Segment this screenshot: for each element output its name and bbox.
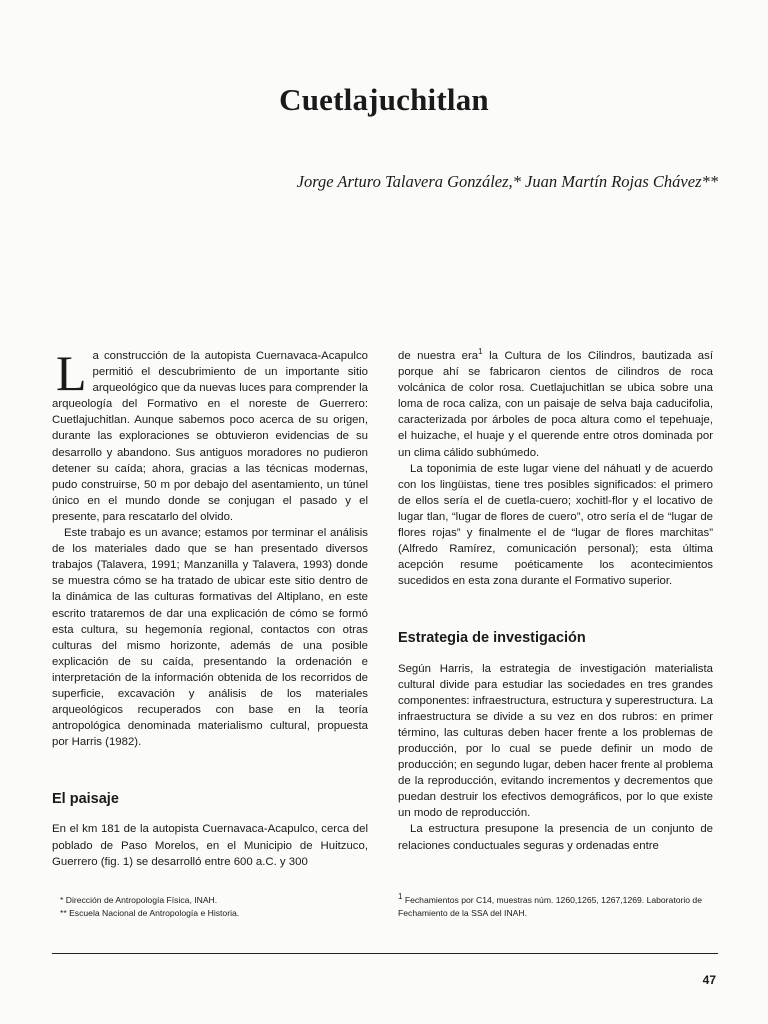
paragraph: La estructura presupone la presencia de un conjunto de relaciones conductuales seguras y ordenadas entre <box>398 823 713 852</box>
right-column <box>398 348 713 854</box>
article-authors: Jorge Arturo Talavera González,* Juan Martín Rojas Chávez** <box>296 172 718 191</box>
paragraph-text: a construcción de la autopista Cuernavaca-Acapulco permitió el descubrimiento de un importante sitio arqueológico que da nuevas luces para comprender la arqueología del Formativo en el noreste de Guerrero: Cuetlajuchitlan. Aunque sabemos poco acerca de su origen, durante las exploraciones se obtuvieron evidencias de su desarrollo y abandono. Sus antiguos moradores no pudieron detener su caída; ahora, gracias a las técnicas modernas, pudo construirse, 50 m por debajo del asentamiento, un túnel único en el mundo donde se conjugan el pasado y el presente, para rescatarlo del olvido. <box>52 350 368 523</box>
paragraph <box>52 345 368 525</box>
article-title: Cuetlajuchitlan <box>279 82 489 117</box>
footnote: * Dirección de Antropología Física, INAH. <box>60 895 218 905</box>
footnote-mark: 1 <box>478 347 483 357</box>
drop-cap: L <box>56 345 87 401</box>
section-heading-estrategia: Estrategia de investigación <box>398 630 586 647</box>
paragraph-text: de nuestra era <box>398 350 479 362</box>
footnotes-affiliations <box>60 894 360 920</box>
paragraph <box>398 348 713 461</box>
page-number: 47 <box>702 973 716 987</box>
paragraph: Según Harris, la estrategia de investigación materialista cultural divide para estudiar las sociedades en tres grandes componentes: infraestructura, estructura y superestructura. La infraestructura se divide a su vez en dos rubros: en primer término, las culturas deben hacer frente a los problemas de producción, por lo cual se puede definir un modo de producción; en segundo lugar, deben hacer frente al problema de la reproducción, evitando incrementos y decrementos que puedan destruir los efectivos demográficos, por lo que existe un modo de reproducción. <box>398 662 713 820</box>
footnote-text: Fechamientos por C14, muestras núm. 1260,1265, 1267,1269. Laboratorio de Fechamiento de la SSA del INAH. <box>398 895 702 918</box>
footnote: ** Escuela Nacional de Antropología e Historia. <box>60 908 240 918</box>
paragraph: Este trabajo es un avance; estamos por terminar el análisis de los materiales dado que se han presentado diversos trabajos (Talavera, 1991; Manzanilla y Talavera, 1993) donde se muestra cómo se ha tratado de ubicar este sitio dentro de la dinámica de las culturas formativas del Altiplano, en este escrito trataremos de dar una explicación de cómo se formó esta cultura, su hegemonía regional, contactos con otras culturas del mismo horizonte, además de una posible explicación de su caída, presentando la ordenación e interpretación de la información obtenida de los recorridos de superficie, excavación y análisis de los materiales arqueológicos recuperados con base en la teoría antropológica denominada materialismo cultural, propuesta por Harris (1982). <box>52 527 368 749</box>
paragraph-text: la Cultura de los Cilindros, bautizada así porque ahí se fabricaron cientos de cilindros de roca volcánica de color rosa. Cuetlajuchitlan se ubica sobre una loma de roca caliza, con un paisaje de selva baja caducifolia, caracterizada por árboles de poca altura como el tepehuaje, el huizache, el huaje y el querende entre otros dominada por un clima cálido subhúmedo. <box>398 350 713 459</box>
section-heading-el-paisaje: El paisaje <box>52 791 119 808</box>
paragraph: En el km 181 de la autopista Cuernavaca-Acapulco, cerca del poblado de Paso Morelos, en el Municipio de Huitzuco, Guerrero (fig. 1) se desarrolló entre 600 a.C. y 300 <box>52 823 368 868</box>
footnote-dating <box>398 894 718 920</box>
footnote-mark: 1 <box>398 892 403 902</box>
page-rule <box>52 953 718 954</box>
paragraph: La toponimia de este lugar viene del náhuatl y de acuerdo con los lingüistas, tiene tres posibles significados: el primero de ellos sería el de cuetla-cuero; xochitl-flor y el locativo de lugar tlan, “lugar de flores de cuero”, otro sería el de “lugar de flores rojas” y finalmente el de “lugar de flores marchitas” (Alfredo Ramírez, comunicación personal); esta última acepción resume poéticamente los acontecimientos sucedidos en esta zona durante el Formativo superior. <box>398 462 713 588</box>
left-column <box>52 345 368 870</box>
